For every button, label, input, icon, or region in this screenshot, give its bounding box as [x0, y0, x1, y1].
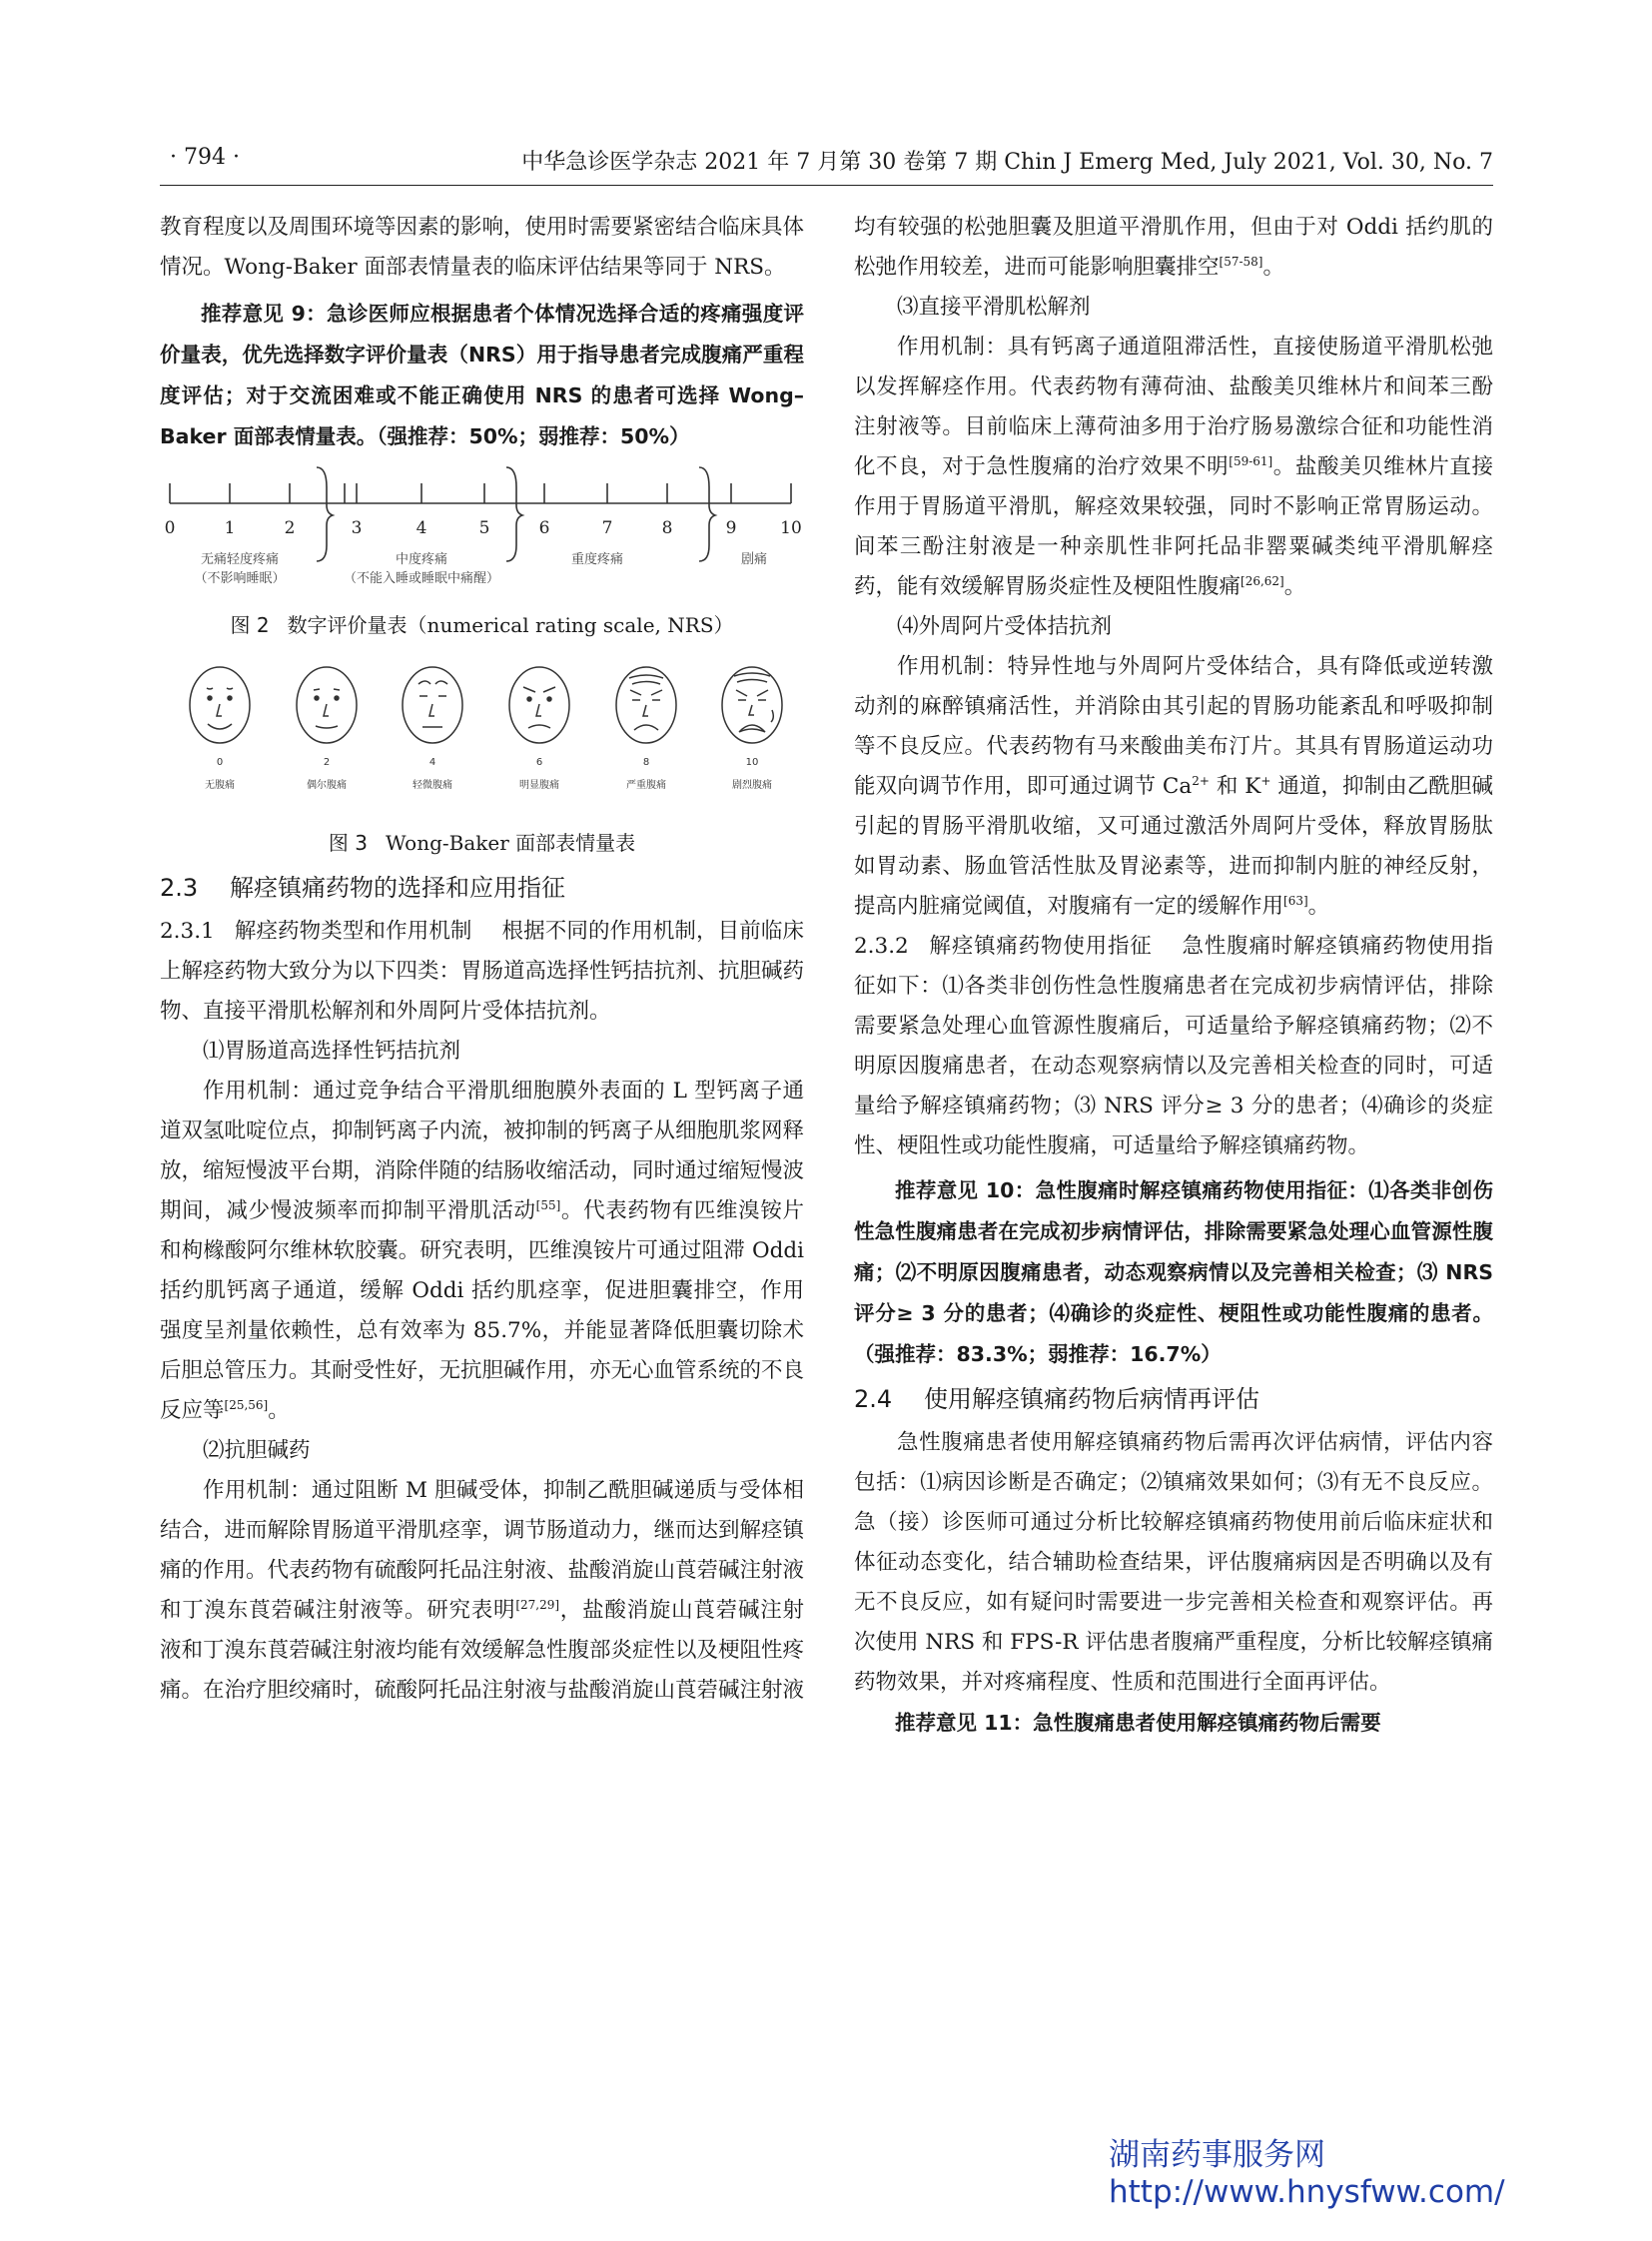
figure-2-caption	[160, 608, 804, 642]
reference: [27,29]	[515, 1597, 560, 1612]
face-score: 0	[216, 757, 224, 768]
face-10-icon	[722, 667, 782, 743]
journal-title: 中华急诊医学杂志 2021 年 7 月第 30 卷第 7 期 Chin J Emerg Med, July 2021, Vol. 30, No. 7	[521, 150, 1493, 175]
section-2-4-heading	[854, 1377, 1493, 1421]
item-2-title: ⑵抗胆碱药	[203, 1438, 311, 1463]
page-number: · 794 ·	[170, 145, 240, 170]
tick-label: 9	[725, 518, 737, 538]
subsection-2-3-2	[854, 927, 1493, 1166]
caption-label: 图 3	[328, 831, 368, 855]
item-4-title: ⑷外周阿片受体拮抗剂	[897, 614, 1113, 639]
face-label: 轻微腹痛	[413, 780, 452, 791]
section-title: 解痉镇痛药物的选择和应用指征	[230, 874, 565, 902]
tick-label: 4	[415, 518, 427, 538]
reference: [63]	[1283, 893, 1308, 908]
face-score: 8	[642, 757, 650, 768]
subsection-number: 2.3.1	[160, 919, 215, 944]
subsection-text: 根据不同的作用机制，目前临床上解痉药物大致分为以下四类：胃肠道高选择性钙拮抗剂、抗胆碱药物、直接平滑肌松解剂和外周阿片受体拮抗剂。	[160, 919, 805, 1024]
tick-label: 6	[538, 518, 550, 538]
tick-label: 0	[164, 518, 176, 538]
item-1-title: ⑴胃肠道高选择性钙拮抗剂	[203, 1039, 461, 1064]
face-label: 剧烈腹痛	[732, 780, 772, 791]
watermark-site-name: 湖南药事服务网	[1109, 2137, 1325, 2173]
reference: [26,62]	[1240, 573, 1284, 588]
reference: [59-61]	[1229, 453, 1273, 468]
face-0-icon	[190, 667, 250, 743]
section-number: 2.4	[854, 1385, 893, 1413]
tick-label: 2	[284, 518, 296, 538]
tick-label: 10	[780, 518, 802, 538]
recommendation-11: 推荐意见 11：急性腹痛患者使用解痉镇痛药物后需要	[895, 1711, 1381, 1735]
band-label: 重度疼痛	[570, 552, 624, 567]
figure-3-faces-scale	[160, 660, 804, 860]
tick-label: 7	[601, 518, 613, 538]
faces-scale-graphic	[160, 660, 804, 810]
left-column	[160, 208, 804, 1711]
reference: [57-58]	[1219, 254, 1263, 269]
face-label: 无腹痛	[205, 780, 235, 791]
recommendation-10: 推荐意见 10：急性腹痛时解痉镇痛药物使用指征：⑴各类非创伤性急性腹痛患者在完成初步病情评估，排除需要紧急处理心血管源性腹痛；⑵不明原因腹痛患者，动态观察病情以及完善相关检查；⑶ NRS 评分≥ 3 分的患者；⑷确诊的炎症性、梗阻性或功能性腹痛的患者。（强推荐：83.3%；弱推荐：16.7%）	[854, 1178, 1493, 1366]
subsection-2-3-1	[160, 912, 804, 1032]
tick-label: 3	[351, 518, 363, 538]
band-note: （不能入睡或睡眠中痛醒）	[343, 571, 500, 586]
band-label: 无痛轻度疼痛	[200, 552, 280, 567]
subsection-number: 2.3.2	[854, 934, 909, 959]
band-label: 中度疼痛	[395, 552, 448, 567]
right-column	[854, 208, 1493, 1744]
subsection-title: 解痉镇痛药物使用指征	[928, 934, 1153, 959]
item-4-paragraph: 作用机制：特异性地与外周阿片受体结合，具有降低或逆转激动剂的麻醉镇痛活性，并消除由其引起的胃肠功能紊乱和呼吸抑制等不良反应。代表药物有马来酸曲美布汀片。其具有胃肠道运动功能双向调节作用，即可通过调节 $Ca^{2+}$ 和 K+ 通道，抑制由乙酰胆碱引起的胃肠平滑肌收缩，又可通过激活外周阿片受体，释放胃肠肽如胃动素、肠血管活性肽及胃泌素等，进而抑制内脏的神经反射，提高内脏痛觉阈值，对腹痛有一定的缓解作用[63]。	[854, 654, 1493, 919]
band-note: （不影响睡眠）	[194, 571, 286, 586]
caption-text: Wong-Baker 面部表情量表	[385, 831, 636, 855]
subsection-text: 急性腹痛时解痉镇痛药物使用指征如下：⑴各类非创伤性急性腹痛患者在完成初步病情评估，排除需要紧急处理心血管源性腹痛后，可适量给予解痉镇痛药物；⑵不明原因腹痛患者，在动态观察病情以及完善相关检查的同时，可适量给予解痉镇痛药物；⑶ NRS 评分≥ 3 分的患者；⑷确诊的炎症性、梗阻性或功能性腹痛，可适量给予解痉镇痛药物。	[854, 934, 1493, 1158]
face-label: 明显腹痛	[519, 780, 559, 791]
watermark	[1109, 2137, 1505, 2211]
face-score: 4	[428, 757, 436, 768]
section-title: 使用解痉镇痛药物后病情再评估	[924, 1385, 1259, 1413]
section-number: 2.3	[160, 874, 199, 902]
tick-label: 5	[478, 518, 490, 538]
caption-label: 图 2	[230, 613, 270, 637]
face-4-icon	[403, 667, 462, 743]
face-2-icon	[297, 667, 357, 743]
paragraph: 教育程度以及周围环境等因素的影响，使用时需要紧密结合临床具体情况。Wong-Baker 面部表情量表的临床评估结果等同于 NRS。	[160, 215, 805, 280]
face-6-icon	[509, 667, 569, 743]
subsection-title: 解痉药物类型和作用机制	[234, 919, 472, 944]
item-2-paragraph: 作用机制：通过阻断 M 胆碱受体，抑制乙酰胆碱递质与受体相结合，进而解除胃肠道平滑肌痉挛，调节肠道动力，继而达到解痉镇痛的作用。代表药物有硫酸阿托品注射液、盐酸消旋山莨菪碱注射液和丁溴东莨菪碱注射液等。研究表明[27,29]，盐酸消旋山莨菪碱注射液和丁溴东莨菪碱注射液均能有效缓解急性腹部炎症性以及梗阻性疼痛。在治疗胆绞痛时，硫酸阿托品注射液与盐酸消旋山莨菪碱注射液	[160, 1478, 805, 1703]
reference: [55]	[535, 1197, 561, 1212]
face-label: 偶尔腹痛	[307, 780, 347, 791]
face-8-icon	[616, 667, 676, 743]
figure-3-caption	[160, 826, 804, 860]
face-score: 10	[745, 757, 759, 768]
face-score: 2	[323, 757, 331, 768]
item-3-title: ⑶直接平滑肌松解剂	[897, 295, 1091, 320]
nrs-scale-graphic	[160, 465, 804, 590]
band-label: 剧痛	[740, 552, 768, 567]
item-1-paragraph: 作用机制：通过竞争结合平滑肌细胞膜外表面的 L 型钙离子通道双氢吡啶位点，抑制钙离子内流，被抑制的钙离子从细胞肌浆网释放，缩短慢波平台期，消除伴随的结肠收缩活动，同时通过缩短慢波期间，减少慢波频率而抑制平滑肌活动[55]。代表药物有匹维溴铵片和枸橼酸阿尔维林软胶囊。研究表明，匹维溴铵片可通过阻滞 Oddi 括约肌钙离子通道，缓解 Oddi 括约肌痉挛，促进胆囊排空，作用强度呈剂量依赖性，总有效率为 85.7%，并能显著降低胆囊切除术后胆总管压力。其耐受性好，无抗胆碱作用，亦无心血管系统的不良反应等[25,56]。	[160, 1079, 805, 1423]
face-label: 严重腹痛	[626, 780, 666, 791]
section-2-3-heading	[160, 866, 804, 910]
watermark-url[interactable]: http://www.hnysfww.com/	[1109, 2174, 1505, 2210]
face-score: 6	[535, 757, 543, 768]
page-header	[160, 145, 1493, 186]
figure-2-nrs-scale	[160, 465, 804, 642]
section-2-4-paragraph: 急性腹痛患者使用解痉镇痛药物后需再次评估病情，评估内容包括：⑴病因诊断是否确定；⑵镇痛效果如何；⑶有无不良反应。急（接）诊医师可通过分析比较解痉镇痛药物使用前后临床症状和体征动态变化，结合辅助检查结果，评估腹痛病因是否明确以及有无不良反应，如有疑问时需要进一步完善相关检查和观察评估。再次使用 NRS 和 FPS-R 评估患者腹痛严重程度，分析比较解痉镇痛药物效果，并对疼痛程度、性质和范围进行全面再评估。	[854, 1430, 1493, 1695]
paragraph-continued: 均有较强的松弛胆囊及胆道平滑肌作用，但由于对 Oddi 括约肌的松弛作用较差，进而可能影响胆囊排空[57-58]。	[854, 215, 1493, 280]
recommendation-9: 推荐意见 9：急诊医师应根据患者个体情况选择合适的疼痛强度评价量表，优先选择数字评价量表（NRS）用于指导患者完成腹痛严重程度评估；对于交流困难或不能正确使用 NRS 的患者可选择 Wong–Baker 面部表情量表。（强推荐：50%；弱推荐：50%）	[160, 302, 804, 448]
reference: [25,56]	[224, 1397, 269, 1412]
caption-text: 数字评价量表（numerical rating scale, NRS）	[287, 613, 734, 637]
tick-label: 1	[224, 518, 236, 538]
item-3-paragraph: 作用机制：具有钙离子通道阻滞活性，直接使肠道平滑肌松弛以发挥解痉作用。代表药物有薄荷油、盐酸美贝维林片和间苯三酚注射液等。目前临床上薄荷油多用于治疗肠易激综合征和功能性消化不良，对于急性腹痛的治疗效果不明[59-61]。盐酸美贝维林片直接作用于胃肠道平滑肌，解痉效果较强，同时不影响正常胃肠运动。间苯三酚注射液是一种亲肌性非阿托品非罂粟碱类纯平滑肌解痉药，能有效缓解胃肠炎症性及梗阻性腹痛[26,62]。	[854, 335, 1493, 599]
tick-label: 8	[661, 518, 673, 538]
